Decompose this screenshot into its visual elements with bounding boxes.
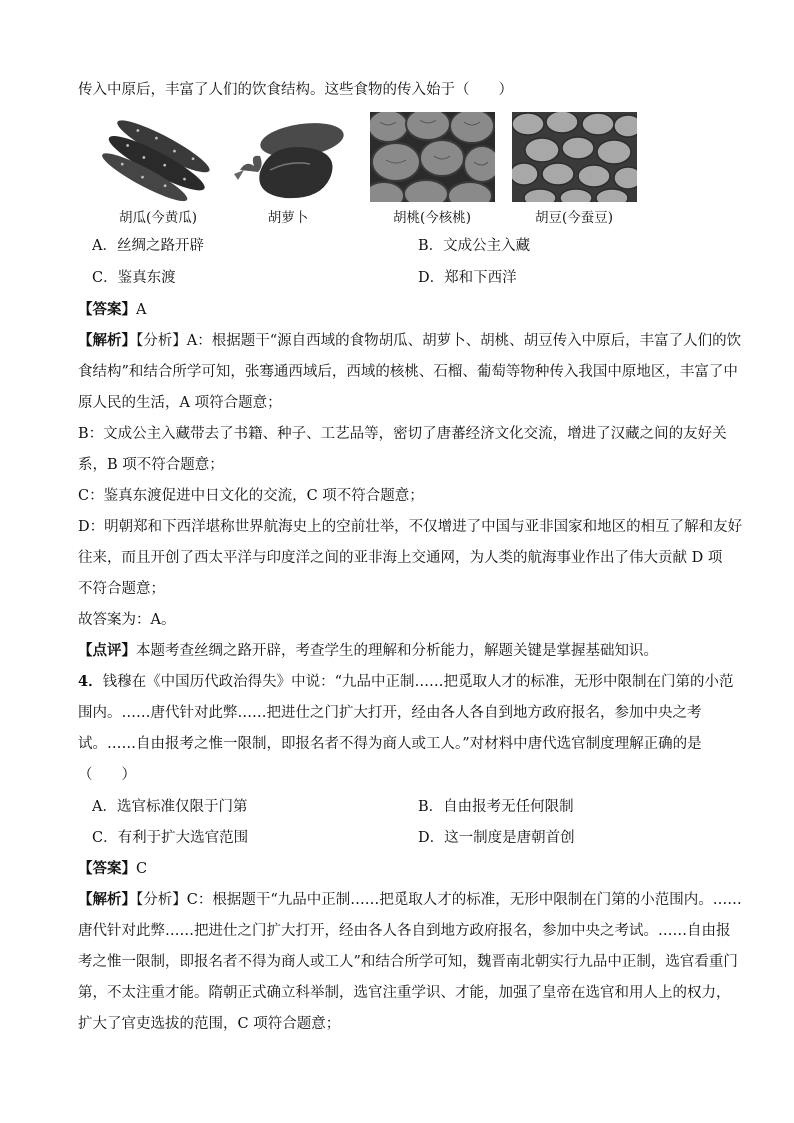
q4-option-d: D．这一制度是唐朝首创 xyxy=(418,830,575,846)
q3-analysis-line: 食结构”和结合所学可知，张骞通西域后，西域的核桃、石榴、葡萄等物种传入我国中原地区，丰富了中 xyxy=(78,364,738,380)
comment-tag: 【点评】 xyxy=(78,642,136,659)
q4-answer xyxy=(78,859,758,879)
q4-analysis-line: 第，不太注重才能。隋朝正式确立科举制，选官注重学识、才能，加强了皇帝在选官和用人上的权力， xyxy=(78,985,731,1001)
comment-text: 本题考查丝绸之路开辟，考查学生的理解和分析能力，解题关键是掌握基础知识。 xyxy=(136,643,658,659)
q3-analysis-line: 故答案为：A。 xyxy=(78,612,176,628)
q3-option-c: C．鉴真东渡 xyxy=(92,270,176,286)
answer-value: A xyxy=(136,302,147,318)
broad-bean-image xyxy=(512,112,637,202)
q4-option-b: B．自由报考无任何限制 xyxy=(418,799,574,815)
q4-analysis-line xyxy=(78,890,758,910)
analysis-tag: 【解析】 xyxy=(78,332,136,349)
caption-cucumber: 胡瓜(今黄瓜) xyxy=(118,210,198,226)
answer-tag: 【答案】 xyxy=(78,860,136,877)
q3-analysis-line: 往来，而且开创了西太平洋与印度洋之间的亚非海上交通网，为人类的航海事业作出了伟大贡献 D 项 xyxy=(78,550,723,566)
q3-answer xyxy=(78,300,758,320)
q3-analysis-line: B：文成公主入藏带去了书籍、种子、工艺品等，密切了唐蕃经济文化交流，增进了汉藏之间的友好关 xyxy=(78,426,727,442)
analysis-text: 【分析】C：根据题干“九品中正制……把觅取人才的标准，无形中限制在门第的小范围内。…… xyxy=(136,892,742,908)
cucumber-image xyxy=(98,112,223,202)
q3-stem-tail: 传入中原后，丰富了人们的饮食结构。这些食物的传入始于（ ） xyxy=(78,82,513,98)
q3-option-b: B．文成公主入藏 xyxy=(418,238,531,254)
carrot-image xyxy=(230,112,355,202)
q4-option-a: A．选官标准仅限于门第 xyxy=(92,799,248,815)
q3-analysis-line: D：明朝郑和下西洋堪称世界航海史上的空前壮举，不仅增进了中国与亚非国家和地区的相互了解和友好 xyxy=(78,519,743,535)
walnut-image xyxy=(370,112,495,202)
caption-broad-bean: 胡豆(今蚕豆) xyxy=(534,210,614,226)
q4-stem-line: 围内。……唐代针对此弊……把进仕之门扩大打开，经由各人各自到地方政府报名，参加中央之考 xyxy=(78,705,702,721)
q4-stem-line xyxy=(78,672,758,692)
q3-analysis-line: C：鉴真东渡促进中日文化的交流，C 项不符合题意； xyxy=(78,488,424,504)
q3-analysis-line: 不符合题意； xyxy=(78,581,165,597)
question-number: 4． xyxy=(78,673,103,690)
q3-option-d: D．郑和下西洋 xyxy=(418,270,517,286)
answer-tag: 【答案】 xyxy=(78,301,136,318)
q4-analysis-line: 唐代针对此弊……把进仕之门扩大打开，经由各人各自到地方政府报名，参加中央之考试。……自由报 xyxy=(78,923,731,939)
analysis-text: 【分析】A：根据题干“源自西域的食物胡瓜、胡萝卜、胡桃、胡豆传入中原后，丰富了人们的饮 xyxy=(136,333,742,349)
q3-analysis-line: 原人民的生活，A 项符合题意； xyxy=(78,395,282,411)
q3-analysis-line xyxy=(78,331,758,351)
q4-stem-line: 试。……自由报考之惟一限制，即报名者不得为商人或工人。”对材料中唐代选官制度理解正确的是 xyxy=(78,736,702,752)
q4-option-c: C．有利于扩大选官范围 xyxy=(92,830,249,846)
q4-analysis-line: 扩大了官吏选拔的范围，C 项符合题意； xyxy=(78,1016,341,1032)
food-images xyxy=(90,112,650,232)
answer-value: C xyxy=(136,861,148,877)
q4-stem-text: 钱穆在《中国历代政治得失》中说：“九品中正制……把觅取人才的标准，无形中限制在门第的小范 xyxy=(102,674,734,690)
caption-carrot: 胡萝卜 xyxy=(267,210,309,226)
q4-analysis-line: 考之惟一限制，即报名者不得为商人或工人”和结合所学可知，魏晋南北朝实行九品中正制，选官看重门 xyxy=(78,954,738,970)
q4-stem-line: （ ） xyxy=(78,767,136,783)
caption-walnut: 胡桃(今核桃) xyxy=(392,210,472,226)
analysis-tag: 【解析】 xyxy=(78,891,136,908)
q3-analysis-line: 系，B 项不符合题意； xyxy=(78,457,224,473)
q3-comment xyxy=(78,641,758,661)
q3-option-a: A．丝绸之路开辟 xyxy=(92,238,204,254)
